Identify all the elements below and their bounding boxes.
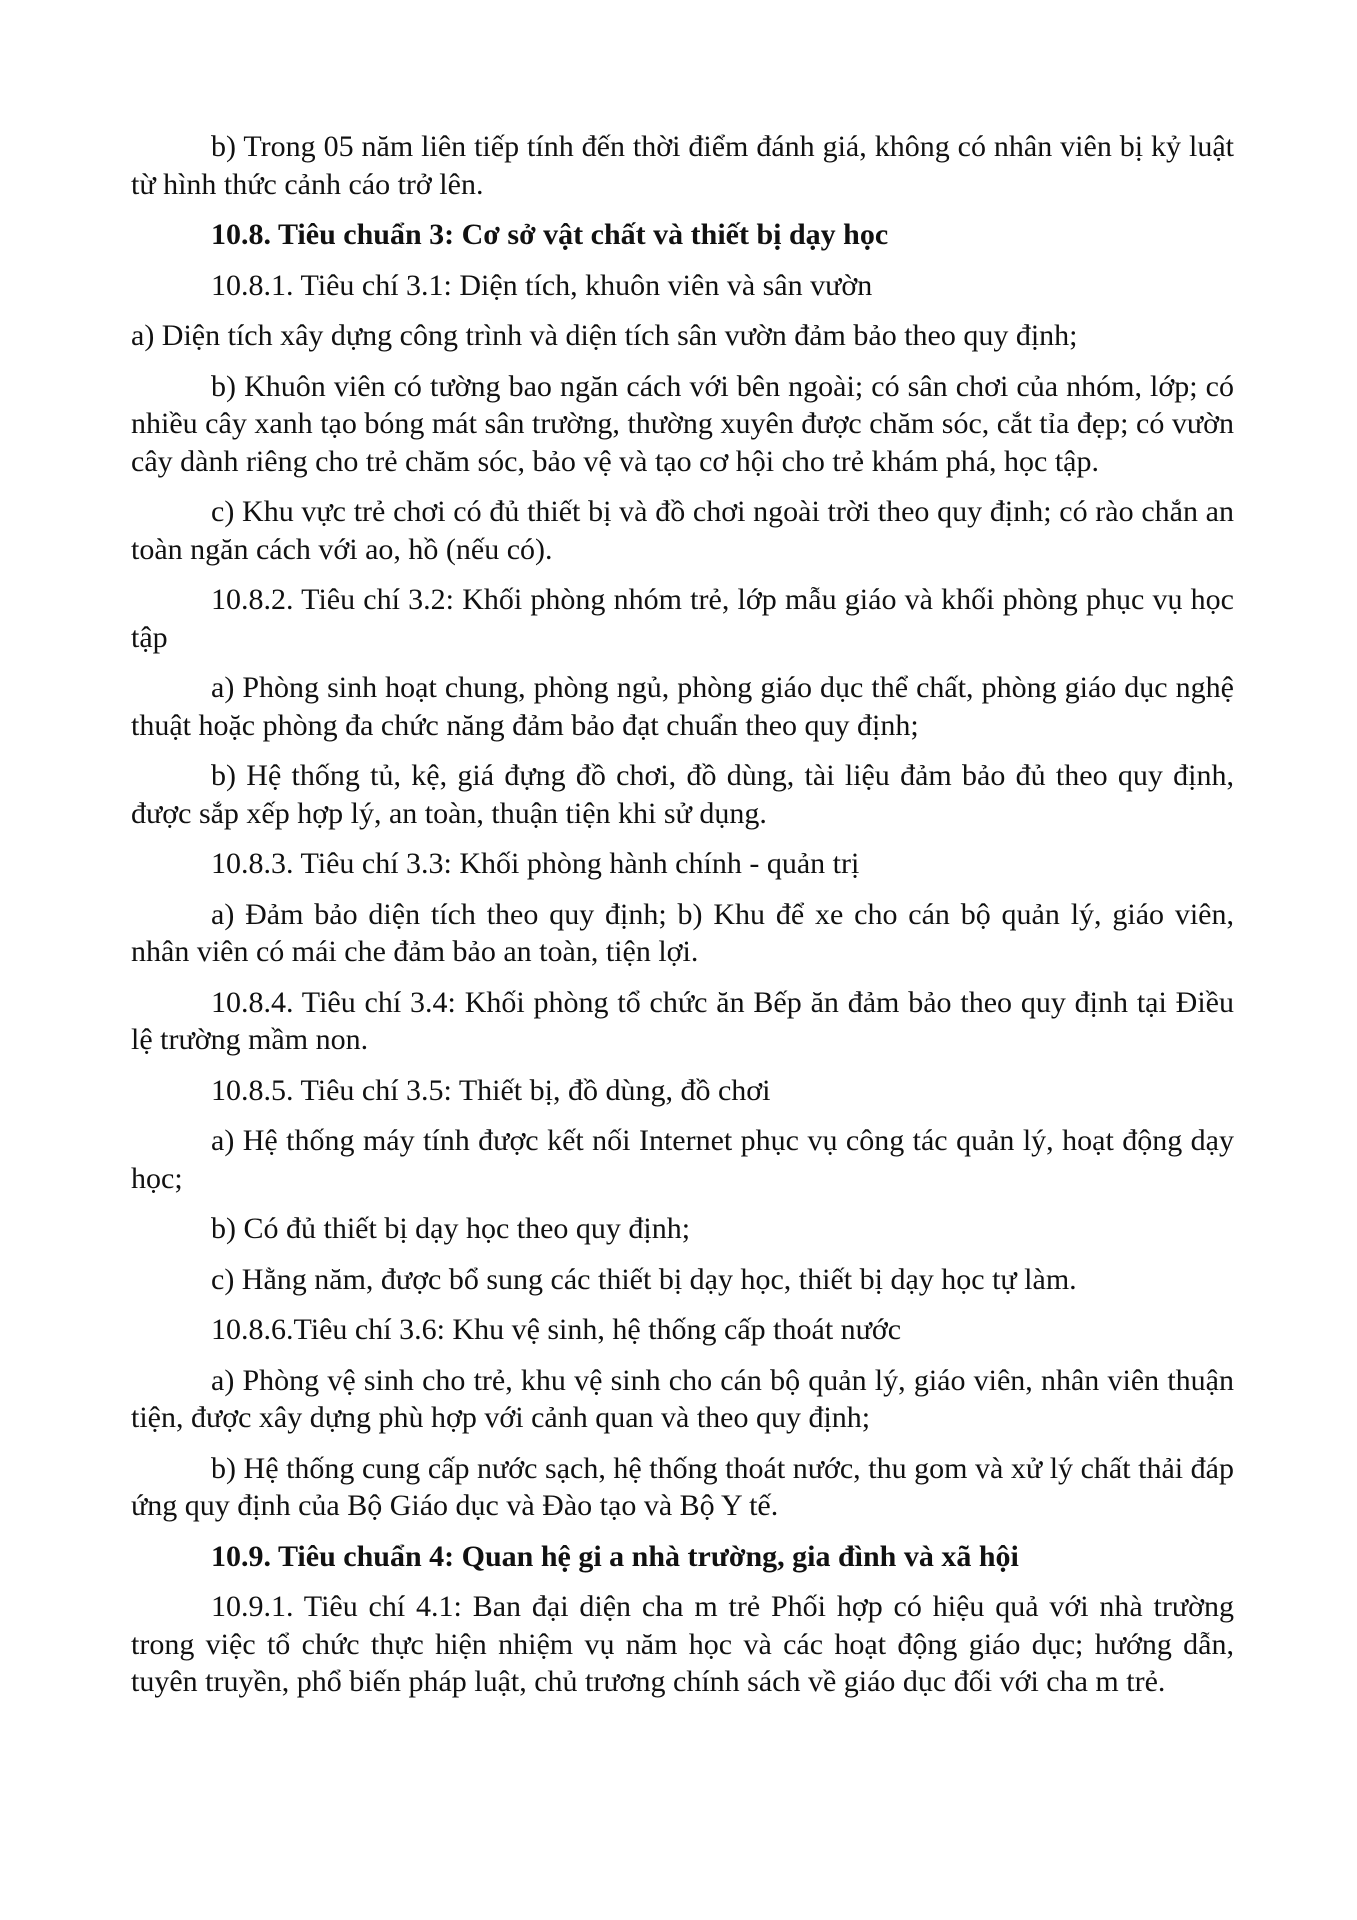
paragraph-discipline: b) Trong 05 năm liên tiếp tính đến thời điểm đánh giá, không có nhân viên bị kỷ luật từ hình thức cảnh cáo trở lên. [131,130,1234,201]
criterion-3-5-title: 10.8.5. Tiêu chí 3.5: Thiết bị, đồ dùng, đồ chơi [211,1073,771,1107]
criterion-3-6-item-b: b) Hệ thống cung cấp nước sạch, hệ thống thoát nước, thu gom và xử lý chất thải đáp ứng quy định của Bộ Giáo dục và Đào tạo và Bộ Y tế. [131,1451,1234,1522]
criterion-3-6-title: 10.8.6.Tiêu chí 3.6: Khu vệ sinh, hệ thống cấp thoát nước [211,1313,902,1346]
criterion-3-5-item-a: a) Hệ thống máy tính được kết nối Internet phục vụ công tác quản lý, hoạt động dạy học; [131,1124,1234,1195]
criterion-3-2-item-a: a) Phòng sinh hoạt chung, phòng ngủ, phòng giáo dục thể chất, phòng giáo dục nghệ thuật hoặc phòng đa chức năng đảm bảo đạt chuẩn theo quy định; [131,671,1234,742]
heading-standard-3: 10.8. Tiêu chuẩn 3: Cơ sở vật chất và thiết bị dạy học [211,218,889,251]
criterion-3-1-item-a: a) Diện tích xây dựng công trình và diện tích sân vườn đảm bảo theo quy định; [131,319,1078,352]
criterion-3-4-text: 10.8.4. Tiêu chí 3.4: Khối phòng tổ chức ăn Bếp ăn đảm bảo theo quy định tại Điều lệ trường mầm non. [131,985,1234,1056]
criterion-3-3-title: 10.8.3. Tiêu chí 3.3: Khối phòng hành chính - quản trị [211,847,860,880]
criterion-3-1-item-b: b) Khuôn viên có tường bao ngăn cách với bên ngoài; có sân chơi của nhóm, lớp; có nhiều cây xanh tạo bóng mát sân trường, thường xuyên được chăm sóc, cắt tỉa đẹp; có vườn cây dành riêng cho trẻ chăm sóc, bảo vệ và tạo cơ hội cho trẻ khám phá, học tập. [131,369,1234,478]
criterion-4-1-text: 10.9.1. Tiêu chí 4.1: Ban đại diện cha m trẻ Phối hợp có hiệu quả với nhà trường trong việc tổ chức thực hiện nhiệm vụ năm học và các hoạt động giáo dục; hướng dẫn, tuyên truyền, phổ biến pháp luật, chủ trương chính sách về giáo dục đối với cha m trẻ. [131,1590,1234,1698]
heading-standard-4: 10.9. Tiêu chuẩn 4: Quan hệ gi a nhà trường, gia đình và xã hội [211,1539,1019,1573]
criterion-3-2-item-b: b) Hệ thống tủ, kệ, giá đựng đồ chơi, đồ dùng, tài liệu đảm bảo đủ theo quy định, được sắp xếp hợp lý, an toàn, thuận tiện khi sử dụng. [131,759,1234,830]
criterion-3-5-item-c: c) Hằng năm, được bổ sung các thiết bị dạy học, thiết bị dạy học tự làm. [211,1262,1077,1296]
criterion-3-5-item-b: b) Có đủ thiết bị dạy học theo quy định; [211,1212,691,1245]
criterion-3-1-title: 10.8.1. Tiêu chí 3.1: Diện tích, khuôn viên và sân vườn [211,268,873,302]
criterion-3-3-items: a) Đảm bảo diện tích theo quy định; b) Khu để xe cho cán bộ quản lý, giáo viên, nhân viên có mái che đảm bảo an toàn, tiện lợi. [131,897,1234,968]
criterion-3-1-item-c: c) Khu vực trẻ chơi có đủ thiết bị và đồ chơi ngoài trời theo quy định; có rào chắn an toàn ngăn cách với ao, hồ (nếu có). [131,495,1234,566]
document-page [131,128,1234,1714]
criterion-3-6-item-a: a) Phòng vệ sinh cho trẻ, khu vệ sinh cho cán bộ quản lý, giáo viên, nhân viên thuận tiện, được xây dựng phù hợp với cảnh quan và theo quy định; [131,1363,1234,1434]
criterion-3-2-title: 10.8.2. Tiêu chí 3.2: Khối phòng nhóm trẻ, lớp mẫu giáo và khối phòng phục vụ học tập [131,583,1234,654]
